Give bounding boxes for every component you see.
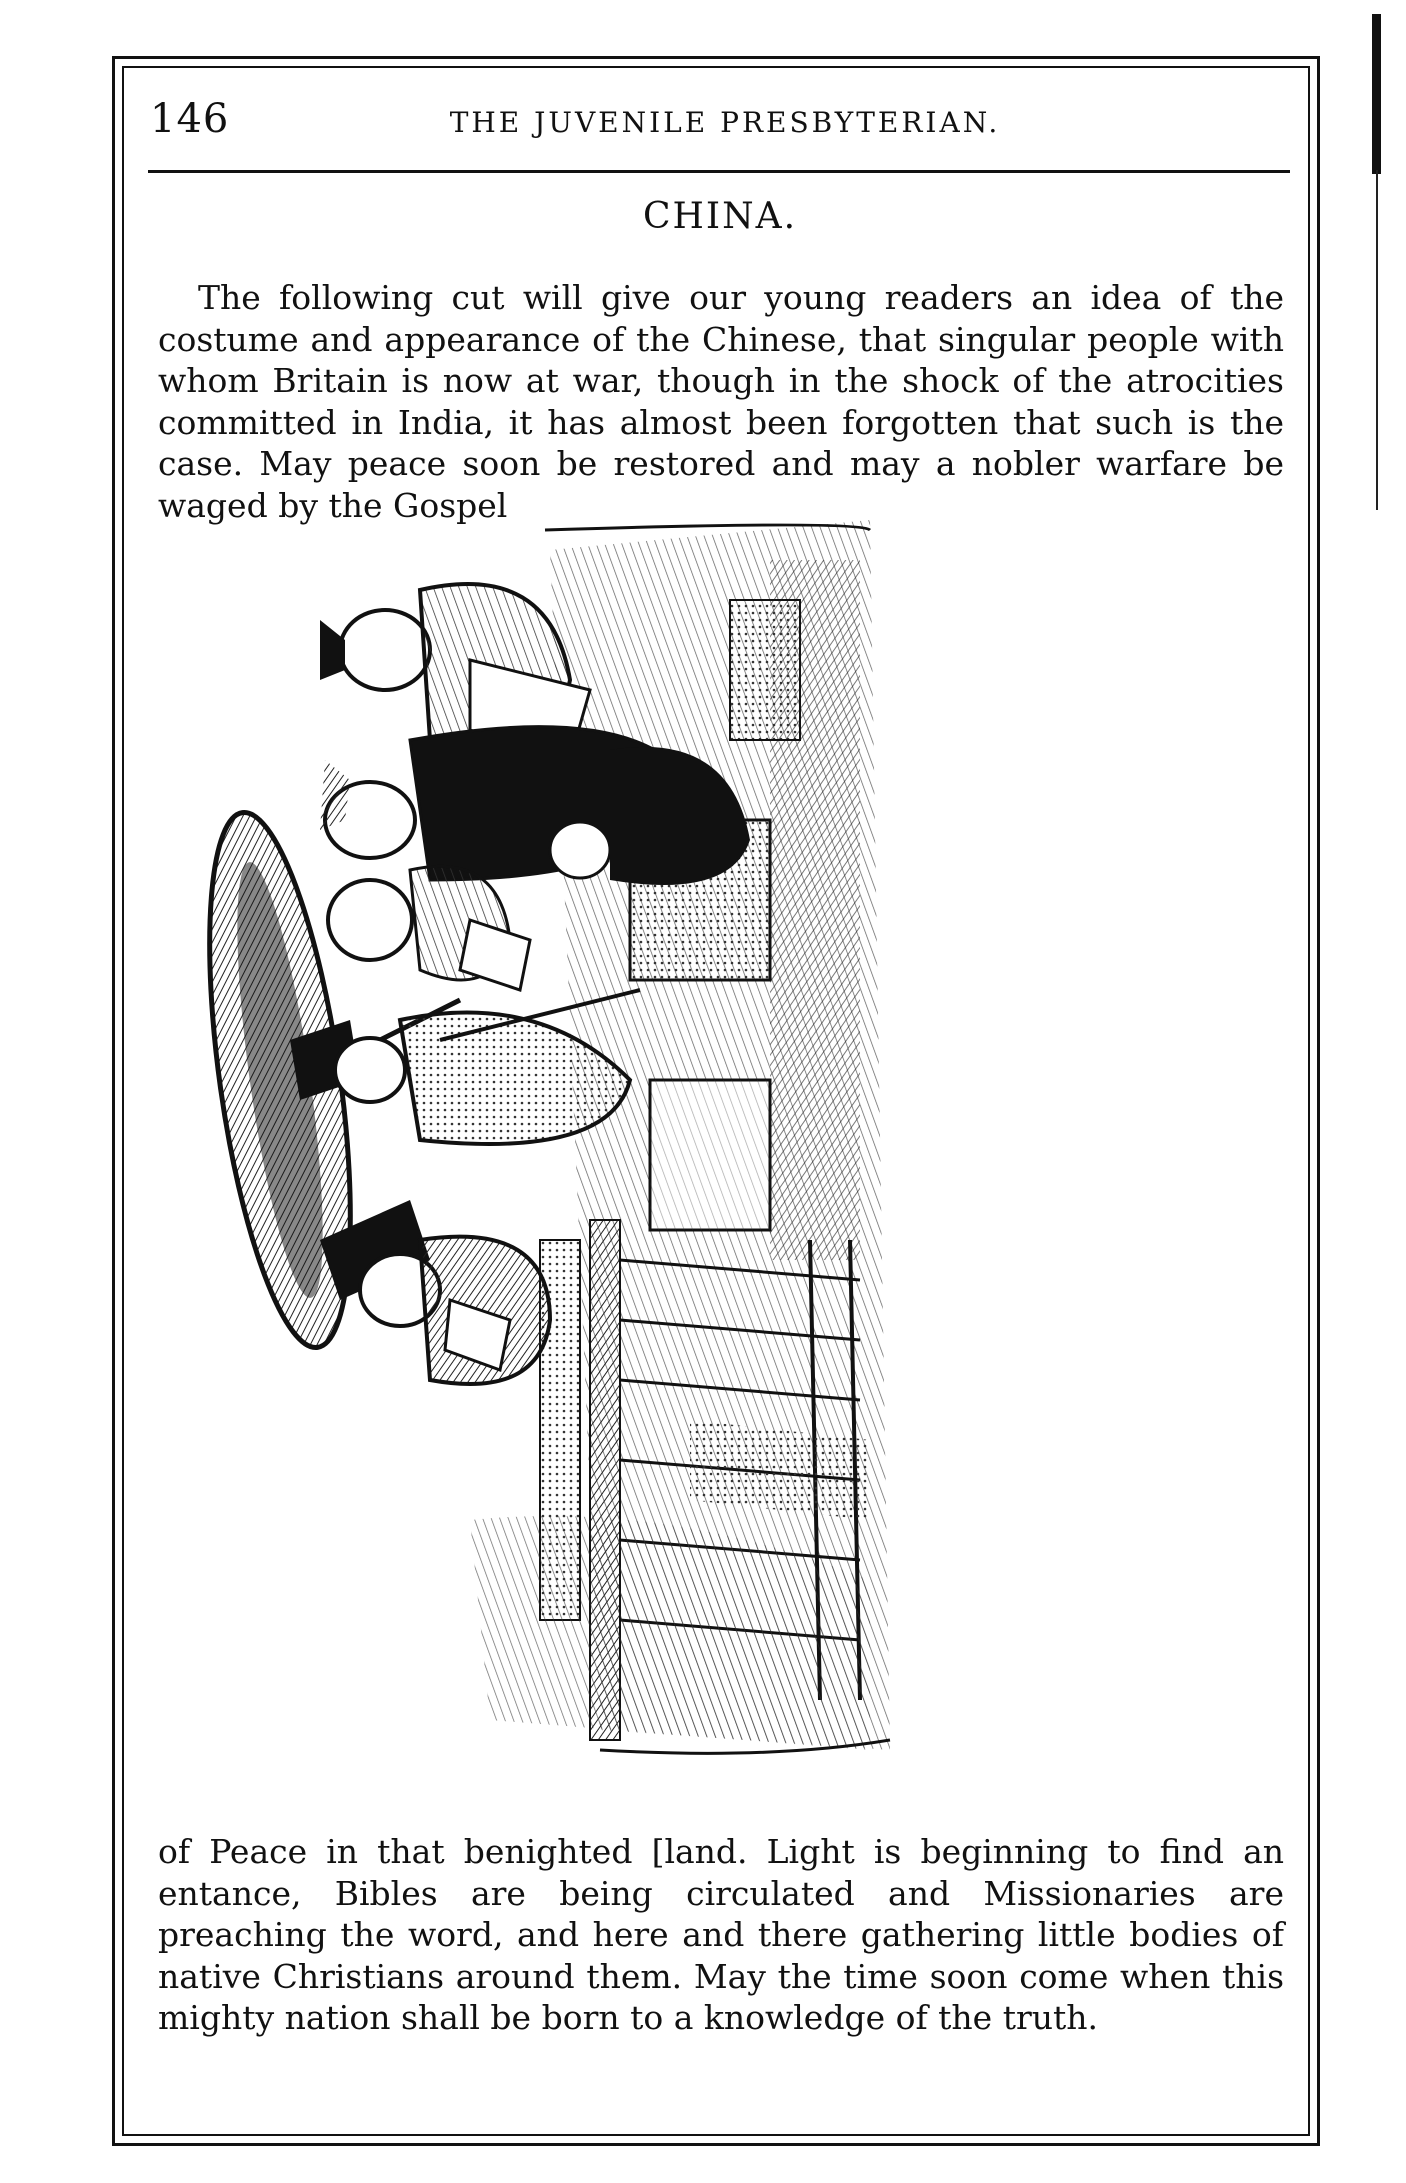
scan-edge-line — [1376, 170, 1378, 510]
article-title: CHINA. — [642, 196, 798, 237]
running-title: THE JUVENILE PRESBYTERIAN. — [449, 106, 1001, 139]
page-header — [150, 96, 1290, 146]
page-number: 146 — [150, 96, 230, 142]
article-paragraph-bottom: of Peace in that benighted [land. Light is beginning to find an entance, Bibles are being circulated and Missionaries are preaching the word, and here and there gathering little bodies of native Christians around them. May the time soon come when this mighty nation shall be born to a knowledge of the truth. — [158, 1832, 1284, 2037]
engraving-illustration — [170, 520, 1190, 1770]
scan-edge-mark — [1372, 14, 1381, 174]
article-paragraph-top: The following cut will give our young readers an idea of the costume and appearance of the Chinese, that singular people with whom Britain is now at war, though in the shock of the atrocities committed in India, it has almost been forgotten that such is the case. May peace soon be restored and may a nobler warfare be waged by the Gospel — [158, 278, 1284, 525]
header-rule — [148, 170, 1290, 173]
